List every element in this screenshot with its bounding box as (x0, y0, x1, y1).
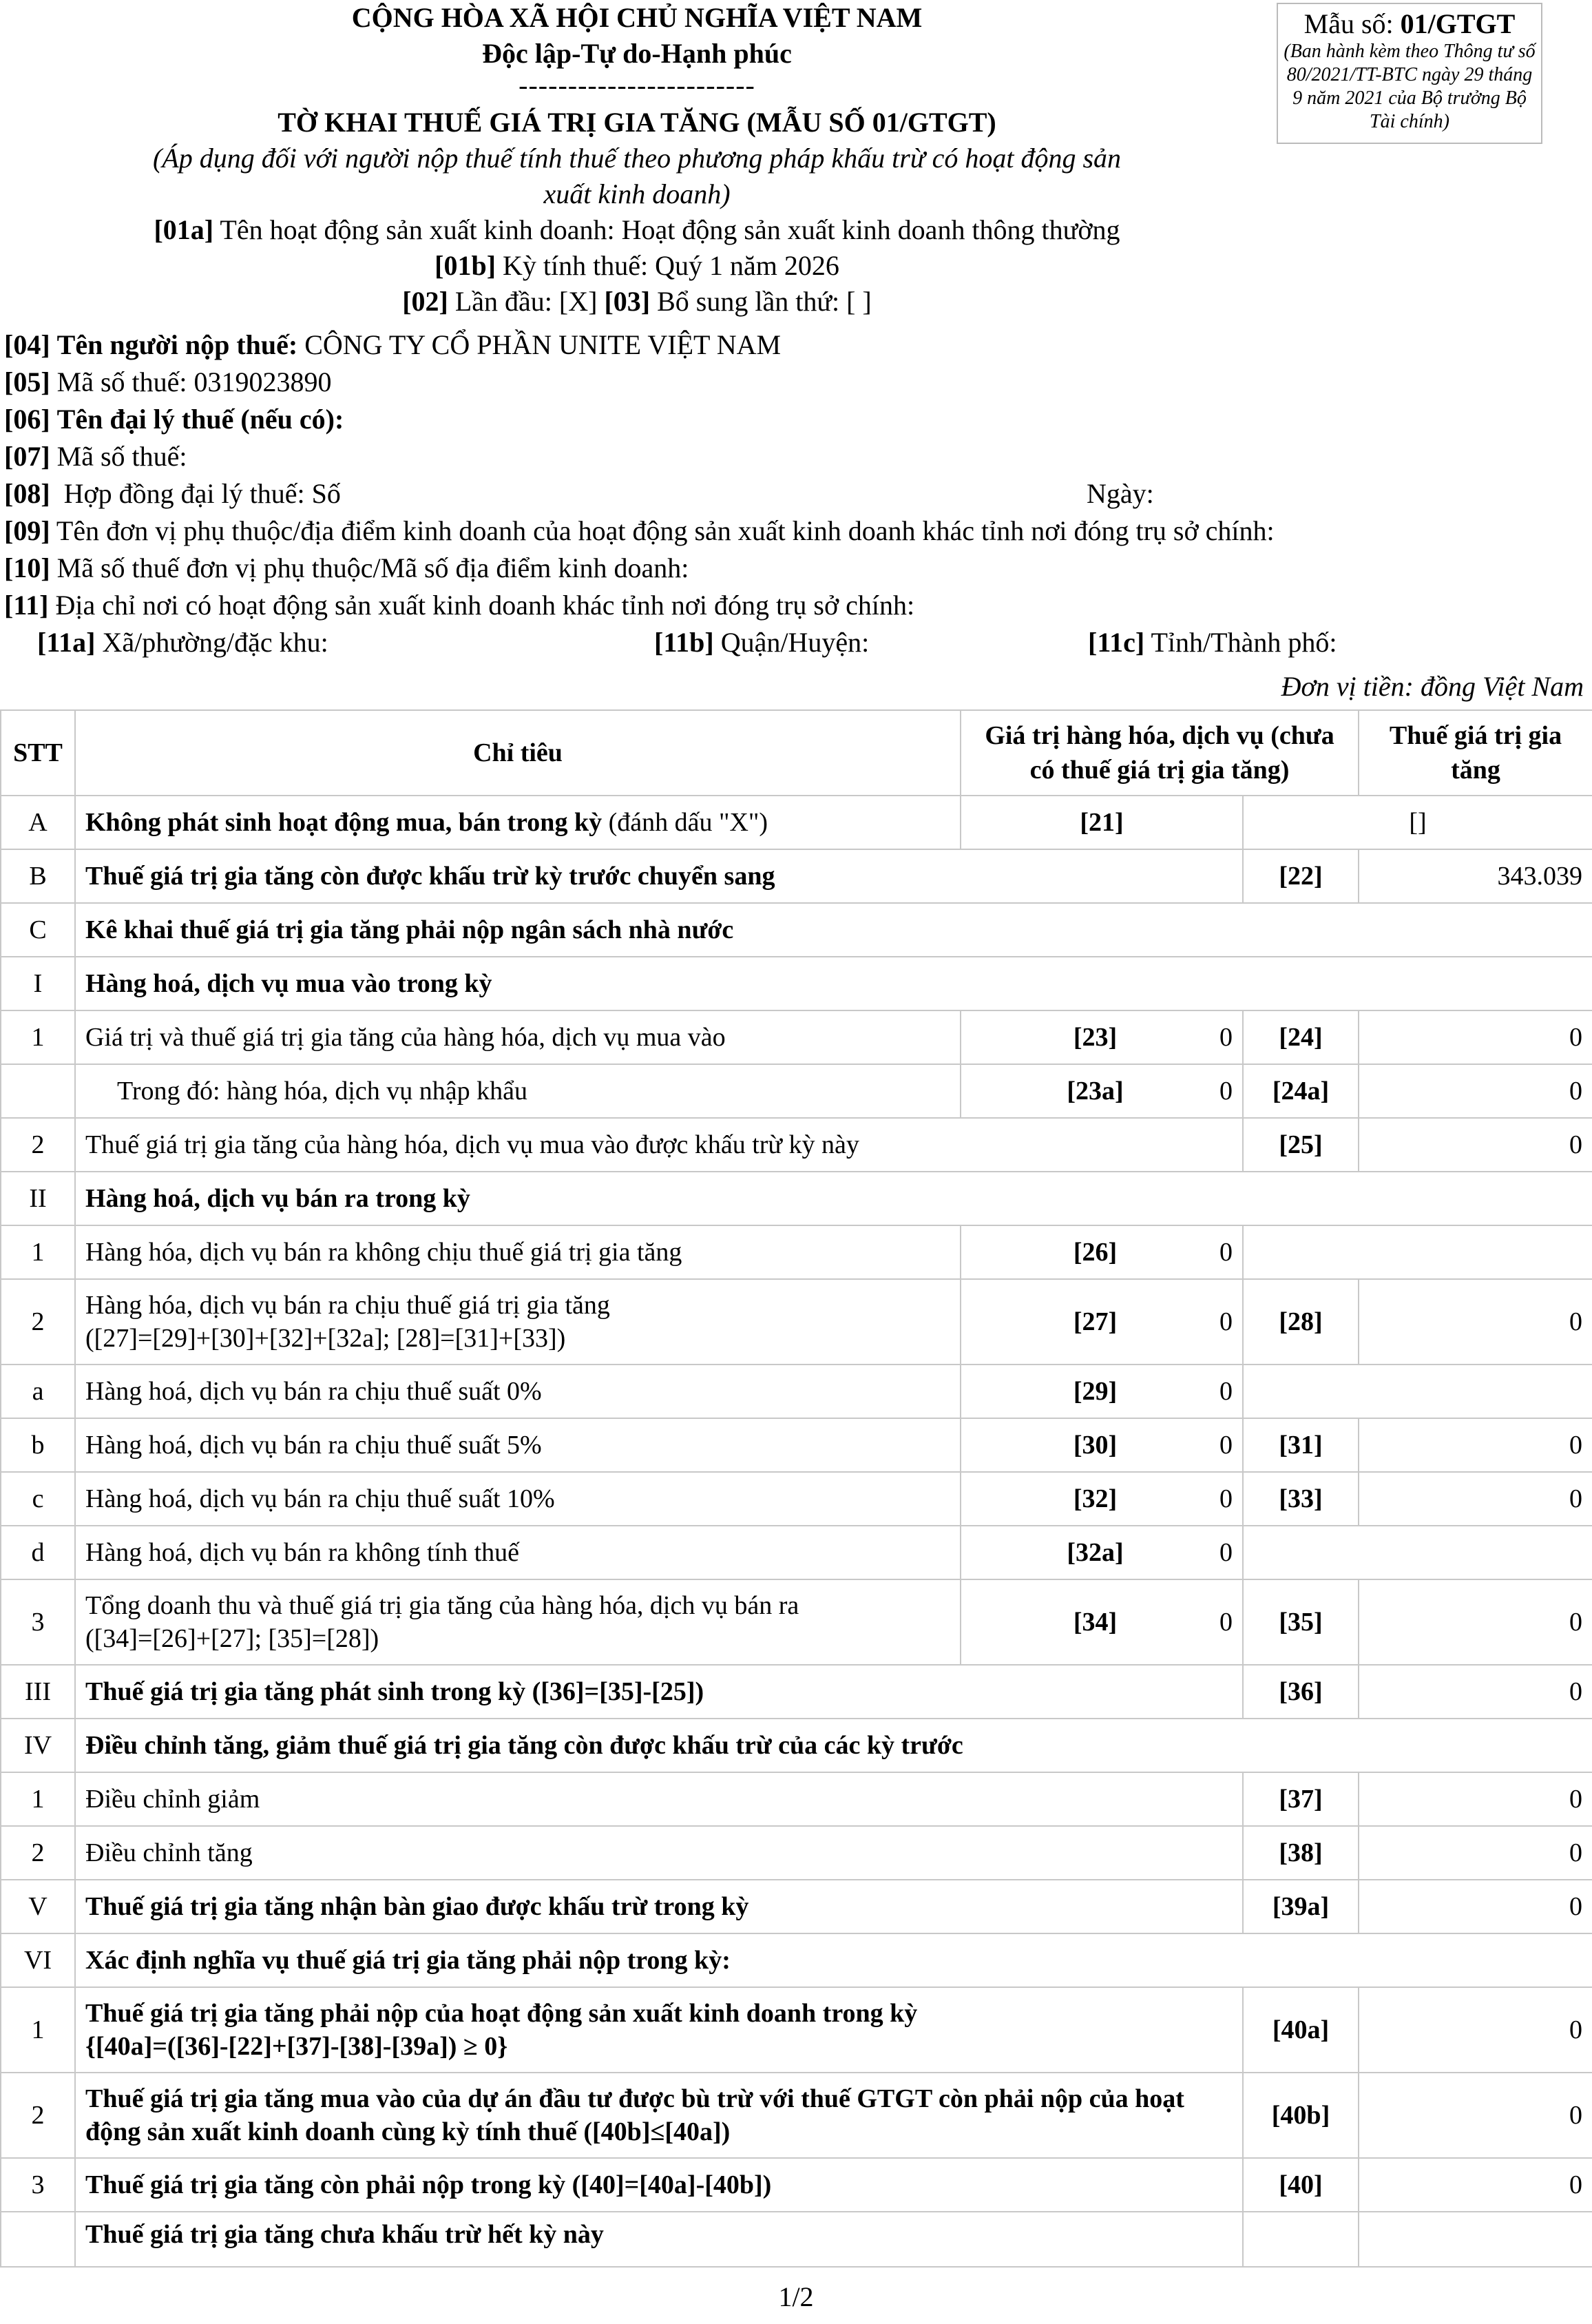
table-row: B Thuế giá trị gia tăng còn được khấu trừ kỳ trước chuyển sang [22] 343.039 (1, 849, 1592, 903)
table-row: Trong đó: hàng hóa, dịch vụ nhập khẩu [23a] 0 [24a] 0 (1, 1064, 1592, 1118)
table-row: c Hàng hoá, dịch vụ bán ra chịu thuế suất 10% [32] 0 [33] 0 (1, 1472, 1592, 1526)
line-05: [05] Mã số thuế: 0319023890 (4, 366, 332, 397)
table-row: 2 Hàng hóa, dịch vụ bán ra chịu thuế giá trị gia tăng ([27]=[29]+[30]+[32]+[32a]; [28]=[31]+[33]) [27] 0 [28] 0 (1, 1279, 1592, 1365)
line-09: [09] Tên đơn vị phụ thuộc/địa điểm kinh doanh của hoạt động sản xuất kinh doanh khác tỉnh nơi đóng trụ sở chính: (4, 515, 1275, 546)
form-number-box (1277, 3, 1542, 144)
line-01a: [01a] Tên hoạt động sản xuất kinh doanh: Hoạt động sản xuất kinh doanh thông thường (154, 214, 1120, 245)
line-07: [07] Mã số thuế: (4, 441, 187, 472)
table-row: IV Điều chỉnh tăng, giảm thuế giá trị gia tăng còn được khấu trừ của các kỳ trước (1, 1719, 1592, 1772)
line-11abc (4, 624, 1588, 661)
contract-date-label: Ngày: (1087, 478, 1154, 509)
line-11c: [11c] Tỉnh/Thành phố: (1088, 627, 1337, 658)
motto: Độc lập-Tự do-Hạnh phúc (482, 38, 792, 69)
table-row: I Hàng hoá, dịch vụ mua vào trong kỳ (1, 957, 1592, 1010)
form-issuance-note: (Ban hành kèm theo Thông tư số 80/2021/TT-BTC ngày 29 tháng 9 năm 2021 của Bộ trưởng Bộ Tài chính) (1284, 41, 1536, 132)
document-header (103, 0, 1171, 320)
header-chi-tieu: Chỉ tiêu (75, 710, 961, 796)
header-divider: ------------------------ (519, 70, 755, 101)
line-06: [06] Tên đại lý thuế (nếu có): (4, 404, 344, 435)
table-row: VI Xác định nghĩa vụ thuế giá trị gia tăng phải nộp trong kỳ: (1, 1933, 1592, 1987)
currency-unit: Đơn vị tiền: đồng Việt Nam (1281, 671, 1584, 702)
table-row: 1 Điều chỉnh giảm [37] 0 (1, 1772, 1592, 1826)
line-11a: [11a] Xã/phường/đặc khu: (37, 627, 328, 658)
vat-declaration-table (0, 709, 1592, 2268)
table-row: a Hàng hoá, dịch vụ bán ra chịu thuế suất 0% [29] 0 (1, 1365, 1592, 1418)
table-row: d Hàng hoá, dịch vụ bán ra không tính thuế [32a] 0 (1, 1526, 1592, 1579)
line-01b: [01b] Kỳ tính thuế: Quý 1 năm 2026 (434, 250, 839, 281)
page-number: 1/2 (778, 2281, 814, 2312)
table-row: 1 Thuế giá trị gia tăng phải nộp của hoạt động sản xuất kinh doanh trong kỳ {[40a]=([36]-[22]+[37]-[38]-[39a]) ≥ 0} [40a] 0 (1, 1987, 1592, 2073)
form-title: TỜ KHAI THUẾ GIÁ TRỊ GIA TĂNG (MẪU SỐ 01/GTGT) (277, 107, 996, 138)
table-row: 3 Tổng doanh thu và thuế giá trị gia tăng của hàng hóa, dịch vụ bán ra ([34]=[26]+[27]; [35]=[28]) [34] 0 [35] 0 (1, 1579, 1592, 1665)
table-row: C Kê khai thuế giá trị gia tăng phải nộp ngân sách nhà nước (1, 903, 1592, 957)
no-activity-checkbox[interactable]: [] (1243, 796, 1592, 849)
form-number: Mẫu số: 01/GTGT (1303, 8, 1516, 39)
line-11b: [11b] Quận/Huyện: (654, 627, 870, 658)
applicability-note: (Áp dụng đối với người nộp thuế tính thuế theo phương pháp khấu trừ có hoạt động sản xuất kinh doanh) (152, 143, 1122, 209)
table-row: V Thuế giá trị gia tăng nhận bàn giao được khấu trừ trong kỳ [39a] 0 (1, 1880, 1592, 1933)
table-row: 2 Thuế giá trị gia tăng mua vào của dự án đầu tư được bù trừ với thuế GTGT còn phải nộp của hoạt động sản xuất kinh doanh cùng kỳ tính thuế ([40b]≤[40a]) [40b] 0 (1, 2073, 1592, 2158)
header-goods-value: Giá trị hàng hóa, dịch vụ (chưa có thuế giá trị gia tăng) (961, 710, 1359, 796)
line-10: [10] Mã số thuế đơn vị phụ thuộc/Mã số địa điểm kinh doanh: (4, 552, 689, 583)
table-row: Thuế giá trị gia tăng chưa khấu trừ hết kỳ này (1, 2212, 1592, 2267)
line-08: [08] Hợp đồng đại lý thuế: Số Ngày: (4, 475, 1588, 512)
taxpayer-name: CÔNG TY CỔ PHẦN UNITE VIỆT NAM (304, 329, 782, 360)
value-22: 343.039 (1359, 849, 1592, 903)
line-02-03: [02] Lần đầu: [X] [03] Bổ sung lần thứ: [ ] (402, 286, 872, 317)
header-vat: Thuế giá trị gia tăng (1359, 710, 1592, 796)
table-row: 2 Điều chỉnh tăng [38] 0 (1, 1826, 1592, 1880)
taxpayer-info (4, 326, 1588, 661)
table-header-row (1, 710, 1592, 796)
table-row: II Hàng hoá, dịch vụ bán ra trong kỳ (1, 1172, 1592, 1225)
table-row: 2 Thuế giá trị gia tăng của hàng hóa, dịch vụ mua vào được khấu trừ kỳ này [25] 0 (1, 1118, 1592, 1172)
header-stt: STT (1, 710, 75, 796)
line-11: [11] Địa chỉ nơi có hoạt động sản xuất kinh doanh khác tỉnh nơi đóng trụ sở chính: (4, 590, 915, 621)
national-title: CỘNG HÒA XÃ HỘI CHỦ NGHĨA VIỆT NAM (351, 2, 923, 33)
table-row: III Thuế giá trị gia tăng phát sinh trong kỳ ([36]=[35]-[25]) [36] 0 (1, 1665, 1592, 1719)
table-row: b Hàng hoá, dịch vụ bán ra chịu thuế suất 5% [30] 0 [31] 0 (1, 1418, 1592, 1472)
table-row: 3 Thuế giá trị gia tăng còn phải nộp trong kỳ ([40]=[40a]-[40b]) [40] 0 (1, 2158, 1592, 2212)
table-row: A Không phát sinh hoạt động mua, bán trong kỳ (đánh dấu "X") [21] [] (1, 796, 1592, 849)
line-04: [04] Tên người nộp thuế: CÔNG TY CỔ PHẦN UNITE VIỆT NAM (4, 329, 782, 360)
table-row: 1 Hàng hóa, dịch vụ bán ra không chịu thuế giá trị gia tăng [26] 0 (1, 1225, 1592, 1279)
table-row: 1 Giá trị và thuế giá trị gia tăng của hàng hóa, dịch vụ mua vào [23] 0 [24] 0 (1, 1010, 1592, 1064)
